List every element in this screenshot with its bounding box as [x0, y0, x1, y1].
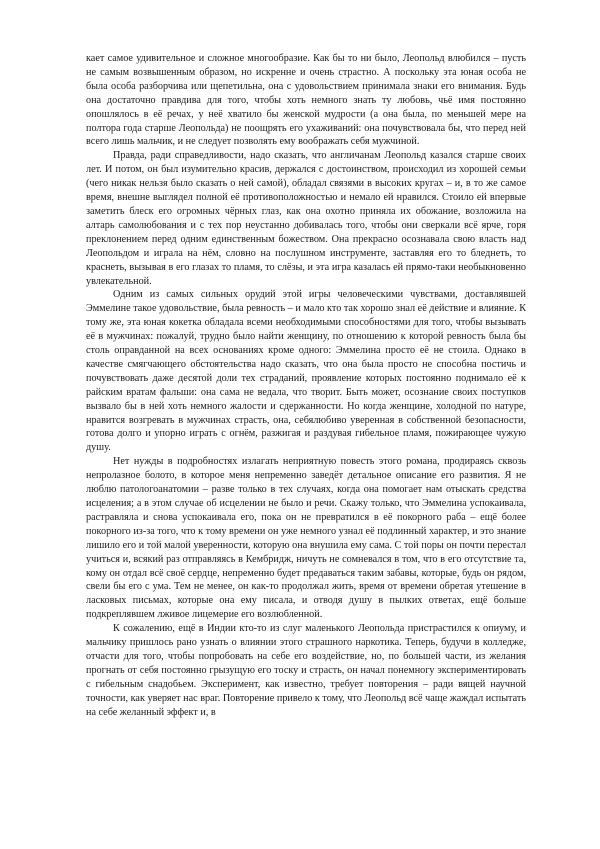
- document-page: [86, 52, 526, 720]
- paragraph-2: Правда, ради справедливости, надо сказать, что англичанам Леопольд казался старше своих лет. И потом, он был изумительно красив, держался с достоинством, происходил из хорошей семьи (чего никак нельзя было сказать о ней самой), обладал связями в высоких кругах – и, в то же самое время, внешне выглядел полной её противоположностью и немало ей нравился. Стоило ей впервые заметить блеск его огромных чёрных глаз, как она охотно приняла их обожание, возложила на алтарь самолюбования и с тех пор неустанно добивалась того, чтобы они сверкали всё ярче, горя преклонением перед одним единственным божеством. Она прекрасно осознавала свою власть над Леопольдом и играла на нём, словно на послушном инструменте, заставляя его то бледнеть, то краснеть, вызывая в его глазах то пламя, то слёзы, и эта игра казалась ей прямо-таки необыкновенно увлекательной.: [86, 150, 526, 287]
- paragraph-1: кает самое удивительное и сложное многообразие. Как бы то ни было, Леопольд влюбился – пусть не самым возвышенным образом, но искренне и очень страстно. А поскольку эта юная особа не была особа разборчива или щепетильна, она с удовольствием принимала знаки его внимания. Будь она достаточно правдива для того, чтобы хоть немного знать ту любовь, чьё имя постоянно опошлялось в её речах, у неё хватило бы женской мудрости (а она была, по меньшей мере на полтора года старше Леопольда) не поощрять его ухаживаний: она почувствовала бы, что перед ней всего лишь мальчик, и не следует позволять ему воображать себя мужчиной.: [86, 53, 526, 148]
- paragraph-4: Нет нужды в подробностях излагать неприятную повесть этого романа, продираясь сквозь непролазное болото, в которое меня непременно заведёт детальное описание его развития. Я не люблю патологоанатомии – разве только в тех случаях, когда она помогает нам отыскать средства исцеления; а в этом случае об исцелении не было и речи. Скажу только, что Эммелина успокаивала, растравляла и снова успокаивала его, пока он не превратился в её покорного раба – ещё более покорного из-за того, что к тому времени он уже немного узнал её подлинный характер, и это знание лишило его и той малой уверенности, которую она внушила ему сама. С той поры он почти перестал учиться и, всякий раз отправляясь в Кембридж, ничуть не сомневался в том, что в его отсутствие та, кому он отдал всё своё сердце, непременно будет предаваться таким забавы, которые, будь он рядом, свели бы его с ума. Тем не менее, он как-то продолжал жить, время от времени обретая утешение в ласковых письмах, которые она ему писала, и отводя душу в пылких ответах, ещё больше подкреплявшем лживое лицемерие его возлюбленной.: [86, 456, 526, 621]
- paragraph-3: Одним из самых сильных орудий этой игры человеческими чувствами, доставлявшей Эммелине такое удовольствие, была ревность – и мало кто так хорошо знал её действие и влияние. К тому же, эта юная кокетка обладала всеми необходимыми способностями для того, чтобы вызывать её в мужчинах: пожалуй, трудно было найти женщину, по отношению к которой ревность была бы столь оправданной на всех основаниях кроме одного: Эммелина просто её не стоила. Однако в качестве смягчающего обстоятельства надо сказать, что она была просто не способна постичь и почувствовать даже десятой доли тех страданий, проявление которых постоянно поднимало её к райским вратам фальши: она сама не ведала, что творит. Быть может, осознание своих поступков вызвало бы в ней хоть немного жалости и сдержанности. Но когда женщине, холодной по натуре, нравится возгревать в мужчинах страсть, она, себялюбиво уверенная в собственной безопасности, готова долго и упорно играть с огнём, разжигая и раздувая гибельное пламя, пожирающее чужую душу.: [86, 289, 526, 454]
- paragraph-5: К сожалению, ещё в Индии кто-то из слуг маленького Леопольда пристрастился к опиуму, и мальчику пришлось рано узнать о влиянии этого страшного наркотика. Теперь, будучи в колледже, отчасти для того, чтобы попробовать на себе его воздействие, но, по большей части, из желания прогнать от себя постоянно грызущую его тоску и страсть, он начал понемногу экспериментировать с гибельным снадобьем. Эксперимент, как известно, требует повторения – ради вящей научной точности, как уверяет нас враг. Повторение привело к тому, что Леопольд всё чаще жаждал испытать на себе желанный эффект и, в: [86, 623, 526, 718]
